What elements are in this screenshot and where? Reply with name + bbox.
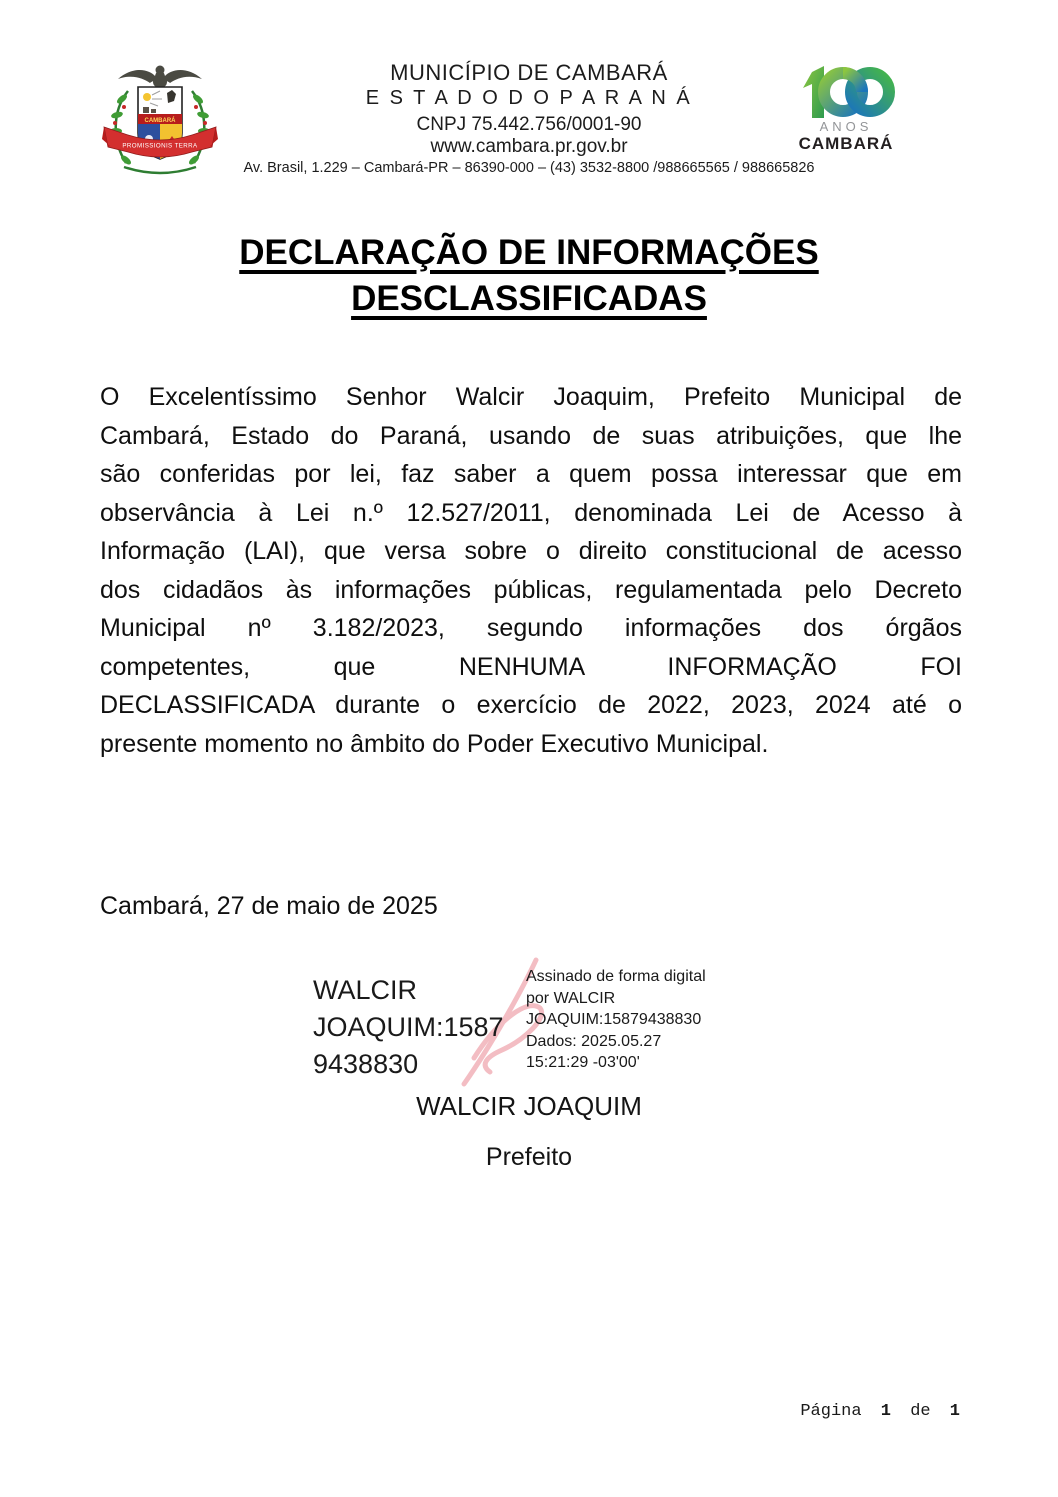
centennial-100-icon [797, 62, 895, 122]
signature-detail-line: 15:21:29 -03'00' [526, 1054, 640, 1071]
signature-detail-line: Dados: 2025.05.27 [526, 1032, 662, 1050]
signature-detail-line: Assinado de forma digital [526, 968, 706, 985]
body-line: competentes, que NENHUMA INFORMAÇÃO FOI [100, 652, 962, 681]
document-title-line2: DESCLASSIFICADAS [351, 279, 707, 318]
footer-total-pages: 1 [949, 1402, 960, 1421]
centennial-cambara-label: CAMBARÁ [798, 134, 894, 153]
body-line: Municipal nº 3.182/2023, segundo informações dos órgãos [100, 614, 962, 642]
body-line: Cambará, Estado do Paraná, usando de suas atribuições, que lhe [100, 421, 962, 450]
body-line: presente momento no âmbito do Poder Executivo Municipal. [100, 729, 769, 758]
document-title-line1: DECLARAÇÃO DE INFORMAÇÕES [239, 233, 819, 272]
crest-motto-text: PROMISSIONIS TERRA [122, 142, 198, 150]
signature-cert-line: 9438830 [313, 1049, 419, 1079]
centennial-anos-label: ANOS [819, 119, 873, 134]
signature-cert-line: JOAQUIM:1587 [313, 1012, 504, 1042]
footer-separator: de [910, 1402, 931, 1421]
date-line: Cambará, 27 de maio de 2025 [100, 892, 438, 920]
body-paragraph [100, 378, 962, 763]
signature-certificate-name [313, 972, 504, 1083]
municipality-name: MUNICÍPIO DE CAMBARÁ [390, 60, 668, 85]
page-footer [800, 1402, 960, 1421]
address-line: Av. Brasil, 1.229 – Cambará-PR – 86390-000 – (43) 3532-8800 /988665565 / 988665826 [243, 160, 815, 176]
signature-cert-line: WALCIR [313, 975, 418, 1005]
cnpj-line: CNPJ 75.442.756/0001-90 [416, 114, 642, 135]
signature-detail-line: JOAQUIM:15879438830 [526, 1011, 702, 1028]
signature-details [526, 966, 756, 1074]
body-line: são conferidas por lei, faz saber a quem possa interessar que em [100, 460, 962, 488]
footer-label: Página [800, 1402, 862, 1421]
body-line: Informação (LAI), que versa sobre o direito constitucional de acesso [100, 537, 962, 565]
body-line: dos cidadãos às informações públicas, regulamentada pelo Decreto [100, 575, 962, 604]
signer-name: WALCIR JOAQUIM [416, 1091, 642, 1121]
body-line: DECLASSIFICADA durante o exercício de 2022, 2023, 2024 até o [100, 691, 962, 719]
document-title [0, 230, 1058, 322]
website-line: www.cambara.pr.gov.br [430, 136, 628, 157]
body-line: observância à Lei n.º 12.527/2011, denominada Lei de Acesso à [100, 498, 962, 527]
signature-detail-line: por WALCIR [526, 989, 616, 1007]
footer-page-number: 1 [880, 1402, 891, 1421]
body-line: O Excelentíssimo Senhor Walcir Joaquim, Prefeito Municipal de [100, 383, 962, 411]
crest-band-text: CAMBARÁ [144, 117, 176, 124]
signer-role: Prefeito [485, 1143, 573, 1171]
centennial-logo [794, 62, 898, 153]
state-name: E S T A D O D O P A R A N Á [365, 87, 693, 109]
